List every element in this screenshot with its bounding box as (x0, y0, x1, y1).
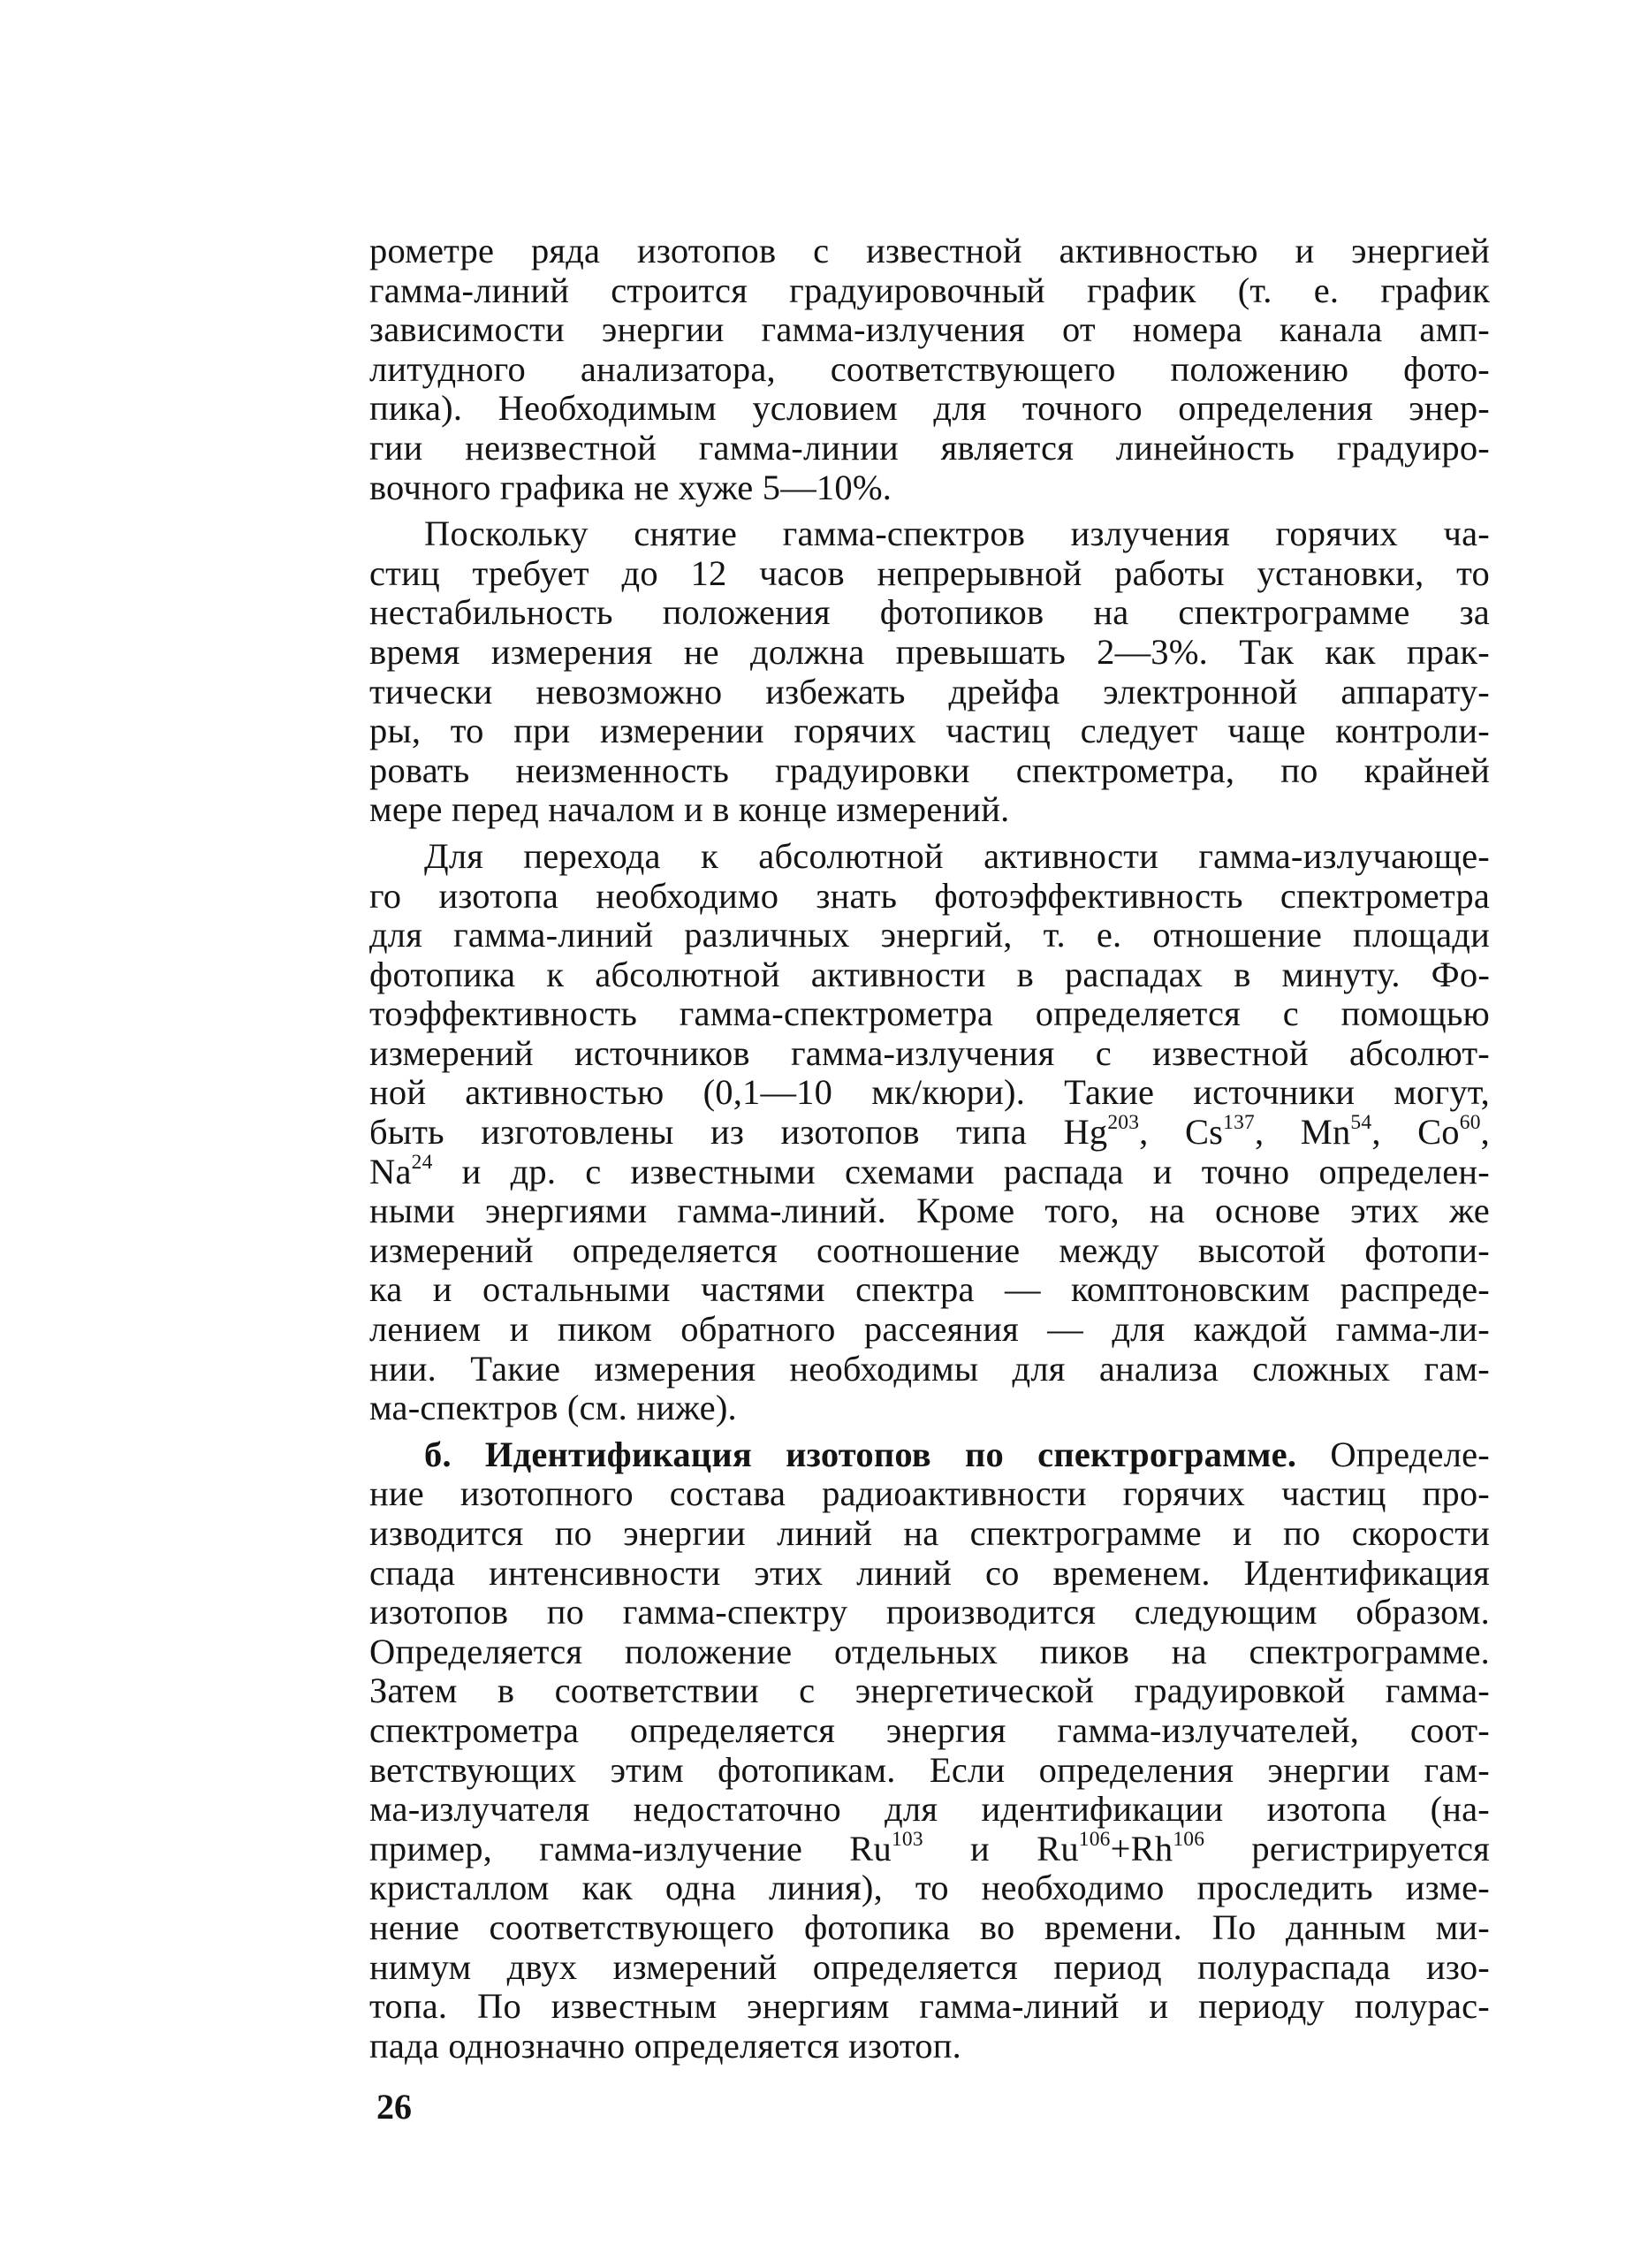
section-heading-line (369, 1435, 1490, 1475)
text-line: нение соответствующего фотопика во времени. По данным ми- (369, 1906, 1490, 1947)
text-line: лением и пиком обратного рассеяния — для каждой гамма-ли- (369, 1309, 1490, 1350)
paragraph-2 (369, 514, 1490, 830)
isotope-hg: Hg$^{203}$, (1063, 1111, 1185, 1153)
text-line: измерений определяется соотношение между высотой фотопи- (369, 1229, 1490, 1270)
paragraph-4 (369, 1435, 1490, 2066)
text-line: гии неизвестной гамма-линии является линейность градуиро- (369, 427, 1490, 468)
text-line: ма-спектров (см. ниже). (369, 1388, 737, 1428)
text-line: ма-излучателя недостаточно для идентификации изотопа (на- (369, 1789, 1490, 1830)
text-line: ровать неизменность градуировки спектрометра, по крайней (369, 750, 1490, 790)
text-line: кристаллом как одна линия), то необходимо проследить изме- (369, 1868, 1490, 1908)
isotope-co: Co$^{60}$, (1417, 1111, 1490, 1153)
text-line: для гамма-линий различных энергий, т. е. отношение площади (369, 915, 1490, 955)
text-line: рометре ряда изотопов с известной активностью и энергией (369, 231, 1490, 270)
text-line: го изотопа необходимо знать фотоэффективность спектрометра (369, 875, 1490, 916)
text-line: тически невозможно избежать дрейфа электронной аппарату- (369, 671, 1490, 712)
text-line: спада интенсивности этих линий со временем. Идентификация (369, 1552, 1490, 1593)
text-line: изводится по энергии линий на спектрограмме и по скорости (369, 1513, 1490, 1553)
text-line: гамма-линий строится градуировочный график (т. е. график (369, 270, 1490, 310)
page-number: 26 (376, 2087, 412, 2127)
text-line: Определяется положение отдельных пиков на спектрограмме. (369, 1631, 1490, 1671)
text-line: литудного анализатора, соответствующего положению фото- (369, 348, 1490, 389)
text-line: ными энергиями гамма-линий. Кроме того, на основе этих же (369, 1191, 1490, 1231)
text-line: спектрометра определяется энергия гамма-излучателей, соот- (369, 1709, 1490, 1750)
text-line: Поскольку снятие гамма-спектров излучения горячих ча- (424, 514, 1490, 554)
text-line: пада однозначно определяется изотоп. (369, 2025, 961, 2066)
text-line: зависимости энергии гамма-излучения от номера канала амп- (369, 309, 1490, 350)
text-line: пика). Необходимым условием для точного определения энер- (369, 388, 1490, 429)
text-line: стиц требует до 12 часов непрерывной работы установки, то (369, 552, 1490, 593)
isotope-cs: Cs$^{137}$, (1184, 1111, 1301, 1153)
text-line: ной активностью (0,1—10 мк/кюри). Такие источники могут, (369, 1072, 1490, 1113)
text-line: ры, то при измерении горячих частиц следует чаще контроли- (369, 711, 1490, 751)
text-line: ка и остальными частями спектра — комптоновским распреде- (369, 1269, 1490, 1310)
text-line: тоэффективность гамма-спектрометра определяется с помощью (369, 993, 1490, 1034)
text-line: время измерения не должна превышать 2—3%. Так как прак- (369, 631, 1490, 672)
text-line: Затем в соответствии с энергетической градуировкой гамма- (369, 1671, 1490, 1711)
body-text (369, 232, 1490, 2073)
text-run: быть изготовлены из изотопов типа (369, 1112, 1064, 1153)
isotope-na-line: Na$^{24}$ и др. с известными схемами распада и точно определен- (369, 1150, 1490, 1191)
paragraph-3 (369, 837, 1490, 1428)
text-line: нии. Такие измерения необходимы для анализа сложных гам- (369, 1348, 1490, 1389)
text-line: нестабильность положения фотопиков на спектрограмме за (369, 592, 1490, 633)
text-line: мере перед началом и в конце измерений. (369, 789, 1010, 830)
paragraph-1 (369, 232, 1490, 507)
text-line: топа. По известным энергиям гамма-линий и периоду полурас- (369, 1986, 1490, 2027)
text-line: Для перехода к абсолютной активности гамма-излучающе- (424, 835, 1490, 876)
text-line: вочного графика не хуже 5—10%. (369, 467, 892, 507)
text-line: ветствующих этим фотопикам. Если определения энергии гам- (369, 1749, 1490, 1790)
isotope-line (369, 1113, 1490, 1153)
text-line: изотопов по гамма-спектру производится следующим образом. (369, 1592, 1490, 1633)
text-line: измерений источников гамма-излучения с известной абсолют- (369, 1032, 1490, 1073)
text-line: фотопика к абсолютной активности в распадах в минуту. Фо- (369, 954, 1490, 994)
isotope-ru-rh-line: пример, гамма-излучение Ru$^{103}$ и $Ru^{106}+Rh^{106}$ регистрируется (369, 1827, 1490, 1868)
section-heading: б. Идентификация изотопов по спектрограмме. (424, 1434, 1297, 1474)
text-line: ние изотопного состава радиоактивности горячих частиц про- (369, 1473, 1490, 1514)
text-line: нимум двух измерений определяется период полураспада изо- (369, 1946, 1490, 1987)
isotope-mn: Mn$^{54}$, (1300, 1111, 1418, 1153)
text-run: Определе- (1296, 1434, 1490, 1474)
